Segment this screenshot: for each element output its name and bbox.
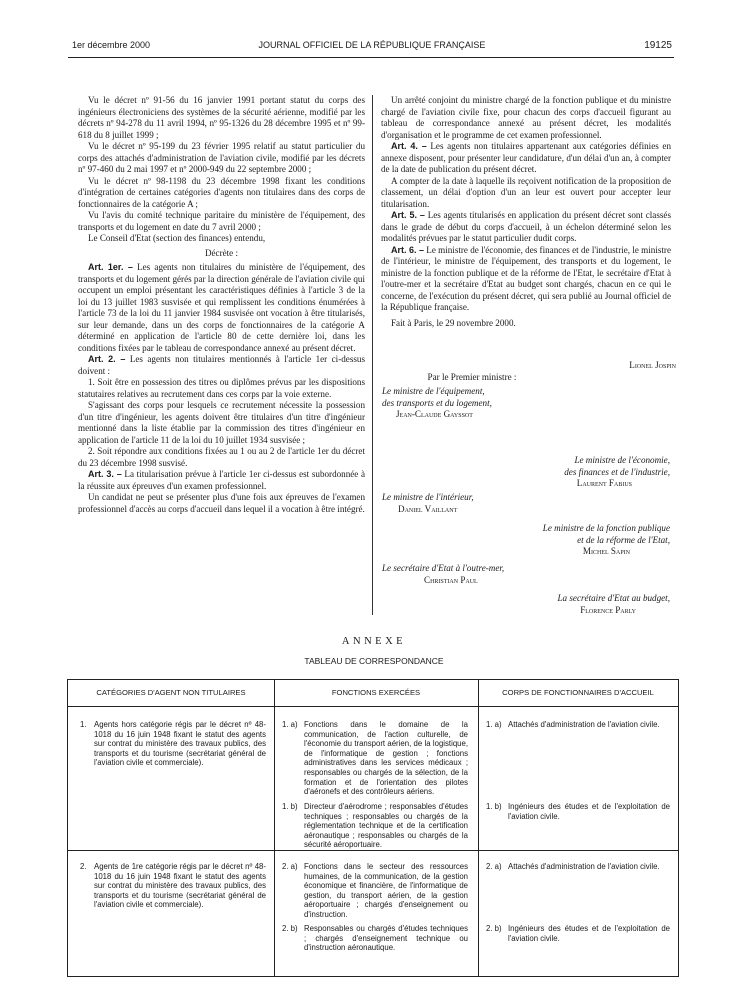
visa-paragraph: Vu le décret nº 98-1198 du 23 décembre 1998 fixant les conditions d'intégration de certaines catégories d'agents non titulaires dans des corps de fonctionnaires de la catégorie A ;	[78, 175, 365, 209]
signatory-title: Le ministre de l'intérieur,	[382, 492, 474, 502]
signatory-title: Le secrétaire d'Etat à l'outre-mer,	[382, 563, 505, 573]
article-label: Art. 2. –	[88, 354, 126, 364]
table-cell-corps-2b	[486, 924, 670, 943]
table-cell-fonction-2a	[282, 862, 468, 920]
signatory-title: Le ministre de l'économie,	[574, 455, 670, 465]
signature-block-interieur	[382, 492, 582, 515]
signatory-name: Florence Parly	[580, 604, 636, 615]
signatory-name: Laurent Fabius	[576, 478, 632, 488]
table-cell-corps-1b	[486, 802, 670, 821]
article-text: Le ministre de l'économie, des finances et de l'industrie, le ministre de l'intérieur, le ministre de l'équipement, des transports et du logement, le ministre de la fonction publique et de la réforme de l'Etat, le secrétaire d'Etat à l'outre-mer et la secrétaire d'Etat au budget sont chargés, chacun en ce qui le concerne, de l'exécution du présent décret, qui sera publié au Journal officiel de la République française.	[381, 244, 671, 312]
signatory-title: des finances et de l'industrie,	[564, 466, 670, 477]
article-text: La titularisation prévue à l'article 1er ci-dessus est subordonnée à la réussite aux épreuves d'un examen professionnel.	[78, 469, 366, 491]
cell-text: Fonctions dans le secteur des ressources humaines, de la communication, de la gestion économique et financière, de l'informatique de gestion, du transport aérien, de la gestion aéroportuaire ; chargés d'enseignement ou d'instruction.	[304, 862, 468, 919]
cell-text: Directeur d'aérodrome ; responsables d'études techniques ; responsables ou chargés de la réglementation technique et de la certification aéronautique ; responsables ou chargés de la sécurité aéroportuaire.	[304, 802, 468, 850]
table-cell-fonction-1a	[282, 720, 468, 797]
item-number: 2. b)	[486, 924, 502, 933]
article-3	[78, 469, 365, 492]
left-column	[78, 95, 365, 515]
article-label: Art. 1er. –	[88, 262, 133, 272]
article-paragraph: 2. Soit répondre aux conditions fixées au 1 ou au 2 de l'article 1er du décret du 23 décembre 1998 susvisé.	[78, 446, 365, 468]
signing-place-date: Fait à Paris, le 29 novembre 2000.	[391, 317, 516, 328]
cell-text: Attachés d'administration de l'aviation civile.	[508, 720, 660, 729]
signature-block-fonction-publique	[470, 523, 670, 558]
table-cell-fonction-1b	[282, 802, 468, 850]
signatory-name: Daniel Vaillant	[398, 503, 458, 514]
item-number: 1. b)	[486, 802, 502, 811]
signature-par	[392, 372, 552, 384]
visa-paragraph: Vu le décret nº 91-56 du 16 janvier 1991 portant statut du corps des ingénieurs électroniciens des systèmes de la sécurité aérienne, modifié par les décrets nº 94-278 du 11 avril 1994, nº 95-1326 du 28 décembre 1995 et nº 99-618 du 8 juillet 1999 ;	[78, 95, 365, 140]
table-cell-category-2	[80, 862, 266, 910]
item-number: 1.	[80, 720, 87, 729]
item-number: 2. b)	[282, 924, 298, 933]
article-5	[381, 210, 671, 245]
item-number: 1. a)	[486, 720, 502, 729]
article-paragraph: A compter de la date à laquelle ils reçoivent notification de la proposition de classement, un délai d'option d'un an leur est ouvert pour accepter leur titularisation.	[381, 175, 671, 209]
signatory-title: des transports et du logement,	[382, 397, 492, 408]
cell-text: Agents hors catégorie régis par le décret nº 48-1018 du 16 juin 1948 fixant le statut des agents sur contrat du ministère des travaux publics, des transports et du tourisme (secrétariat général de l'aviation civile et commerciale).	[94, 720, 266, 768]
article-paragraph: Un candidat ne peut se présenter plus d'une fois aux épreuves de l'examen professionnel d'accès au corps d'accueil dans lequel il a vocation à être intégré.	[78, 492, 365, 514]
cell-text: Fonctions dans le domaine de la communication, de l'action culturelle, de l'économie du transport aérien, de la logistique, de l'informatique de gestion ; fonctions administratives dans les services médicaux ; responsables ou chargés de la sélection, de la formation et de l'orientation des pilotes d'aéronefs et des contrôleurs aériens.	[304, 720, 468, 797]
table-cell-fonction-2b	[282, 924, 468, 953]
header-date: 1er décembre 2000	[72, 40, 151, 50]
article-paragraph: 1. Soit être en possession des titres ou diplômes prévus par les dispositions statutaires relatives au recrutement dans ces corps par la voie externe.	[78, 377, 365, 399]
article-label: Art. 3. –	[88, 469, 122, 479]
visa-paragraph: Vu le décret nº 95-199 du 23 février 1995 relatif au statut particulier du corps des attachés d'administration de l'aviation civile, modifié par les décrets nº 97-460 du 2 mai 1997 et nº 2000-949 du 22 septembre 2000 ;	[78, 141, 365, 174]
visa-paragraph: Vu l'avis du comité technique paritaire du ministère de l'équipement, des transports et du logement en date du 7 avril 2000 ;	[78, 210, 365, 232]
article-1	[78, 262, 365, 354]
signatory-name: Christian Paul	[424, 574, 478, 585]
item-number: 2. a)	[282, 862, 298, 871]
right-column	[381, 95, 671, 329]
correspondence-table	[67, 679, 679, 977]
signatory-name: Jean-Claude Gayssot	[396, 409, 473, 419]
table-cell-category-1	[80, 720, 266, 768]
signature-block-equipement	[382, 386, 582, 421]
article-text: Les agents non titulaires du ministère de l'équipement, des transports et du logement gérés par la direction générale de l'aviation civile qui occupent un emploi présentant les caractéristiques définies à l'article 3 de la loi du 13 juillet 1983 susvisée et qui remplissent les conditions énumérées à l'article 73 de la loi du 11 janvier 1984 susvisée ont vocation à être titularisés, sur leur demande, dans un des corps de fonctionnaires de la catégorie A déterminé en application de l'article 80 de cette dernière loi, dans les conditions fixées par le tableau de correspondance annexé au présent décret.	[78, 262, 365, 353]
table-cell-corps-1a	[486, 720, 670, 730]
article-label: Art. 6. –	[391, 244, 425, 255]
article-paragraph: Un arrêté conjoint du ministre chargé de la fonction publique et du ministre chargé de l'aviation civile fixe, pour chacun des corps d'accueil figurant au tableau de correspondance annexé au présent décret, les modalités d'organisation et le programme de cet examen professionnel.	[381, 95, 671, 140]
journal-title: JOURNAL OFFICIEL DE LA RÉPUBLIQUE FRANÇAISE	[258, 40, 486, 50]
article-2	[78, 354, 365, 377]
cell-text: Attachés d'administration de l'aviation civile.	[508, 862, 660, 871]
article-4	[381, 141, 671, 176]
column-separator	[372, 95, 373, 615]
table-header-fonctions: FONCTIONS EXERCÉES	[274, 680, 478, 707]
article-label: Art. 4. –	[391, 141, 427, 151]
item-number: 1. a)	[282, 720, 298, 729]
signatory-title: Le ministre de la fonction publique	[542, 523, 670, 533]
table-row-divider	[68, 850, 678, 851]
item-number: 1. b)	[282, 802, 298, 811]
table-cell-corps-2a	[486, 862, 670, 872]
article-paragraph: S'agissant des corps pour lesquels ce recrutement nécessite la possession d'un titre d'ingénieur, les agents doivent être titulaires d'un titre d'ingénieur mentionné dans la liste établie par la commission des titres d'ingénieur en application de l'article 11 de la loi du 10 juillet 1934 susvisée ;	[78, 400, 365, 445]
annex-subtitle: TABLEAU DE CORRESPONDANCE	[304, 656, 444, 666]
article-6	[381, 245, 671, 314]
page-header	[72, 40, 672, 54]
signatory-title: La secrétaire d'Etat au budget,	[557, 593, 670, 603]
signature-block-economie	[470, 455, 670, 490]
signatory-title: Le ministre de l'équipement,	[382, 386, 485, 396]
cell-text: Ingénieurs des études et de l'exploitation de l'aviation civile.	[508, 802, 670, 821]
decrete-heading: Décrète :	[204, 247, 239, 258]
visa-paragraph: Le Conseil d'Etat (section des finances) entendu,	[88, 233, 266, 243]
signatory-name: Lionel Jospin	[629, 360, 676, 370]
table-header-categories: CATÉGORIES D'AGENT NON TITULAIRES	[68, 680, 274, 707]
signature-block-budget	[470, 593, 670, 616]
page-number: 19125	[644, 40, 672, 51]
table-header-corps: CORPS DE FONCTIONNAIRES D'ACCUEIL	[478, 680, 678, 707]
cell-text: Agents de 1re catégorie régis par le décret nº 48-1018 du 16 juin 1948 fixant le statut des agents sur contrat du ministère des travaux publics, des transports et du tourisme (secrétariat général de l'aviation civile et commerciale).	[94, 862, 266, 910]
signature-pm	[560, 360, 676, 372]
article-text: Les agents non titulaires mentionnés à l'article 1er ci-dessus doivent :	[78, 354, 365, 376]
header-rule	[68, 57, 674, 58]
annex-title: ANNEXE	[341, 636, 407, 647]
par-le-premier-ministre: Par le Premier ministre :	[427, 372, 517, 382]
item-number: 2. a)	[486, 862, 502, 871]
cell-text: Responsables ou chargés d'études techniques ; chargés d'enseignement technique ou d'instruction aéronautique.	[304, 924, 468, 953]
signature-block-outre-mer	[382, 563, 582, 586]
article-text: Les agents non titulaires appartenant aux catégories définies en annexe disposent, pour présenter leur candidature, d'un délai d'un an, à compter de la date de publication du présent décret.	[381, 141, 671, 174]
item-number: 2.	[80, 862, 87, 871]
article-label: Art. 5. –	[391, 210, 425, 220]
table-column-divider	[274, 680, 275, 976]
cell-text: Ingénieurs des études et de l'exploitation de l'aviation civile.	[508, 924, 670, 943]
signatory-name: Michel Sapin	[582, 546, 630, 556]
table-column-divider	[478, 680, 479, 976]
article-text: Les agents titularisés en application du présent décret sont classés dans le grade de début du corps d'accueil, à un échelon déterminé selon les modalités prévues par le statut particulier dudit corps.	[381, 210, 671, 243]
signatory-title: et de la réforme de l'Etat,	[577, 534, 670, 545]
